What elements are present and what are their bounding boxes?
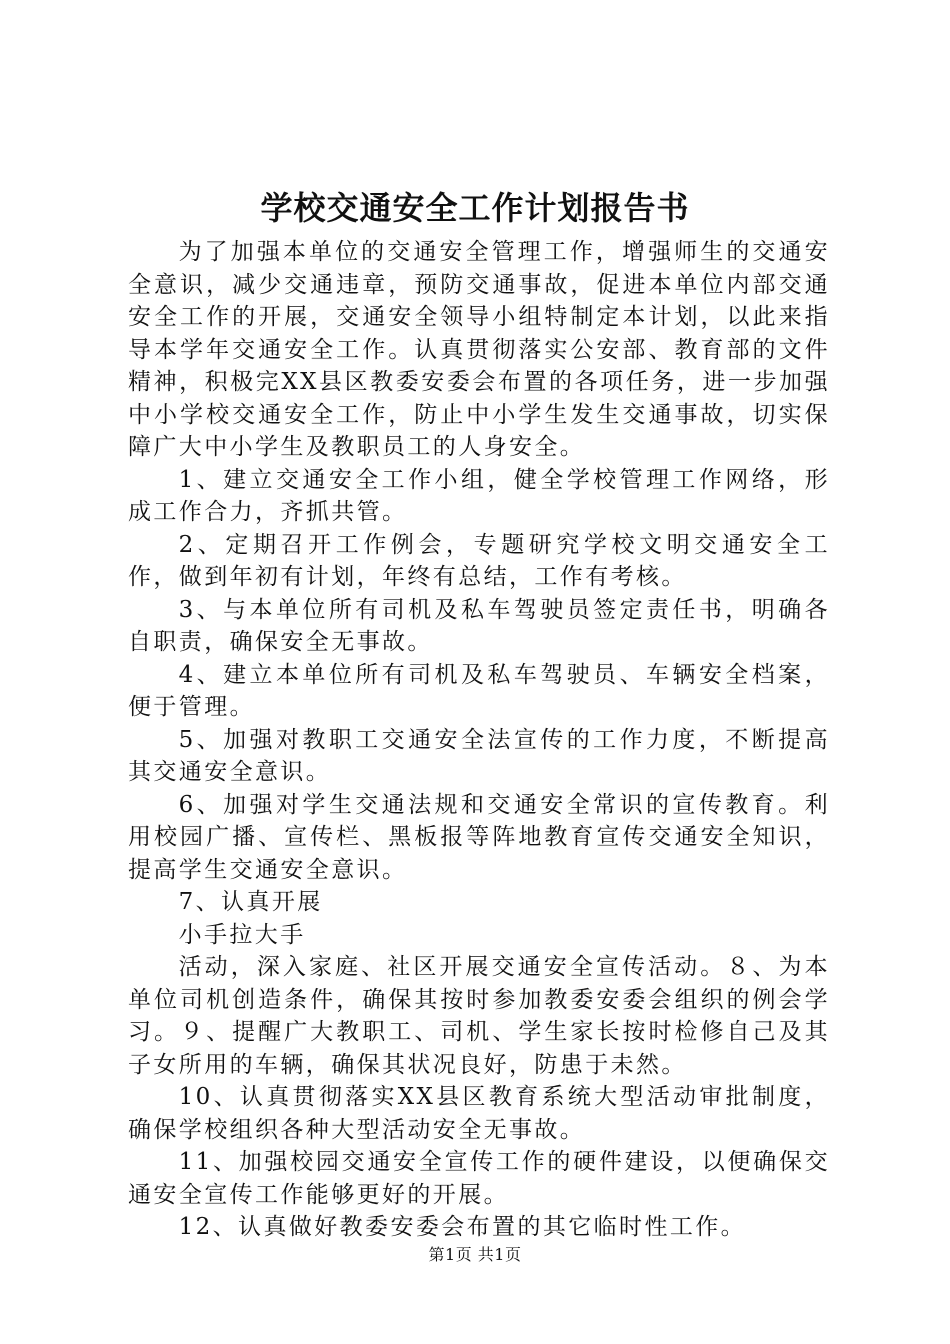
item-paragraph-7-to-9: 活动，深入家庭、社区开展交通安全宣传活动。８、为本单位司机创造条件，确保其按时参加教委安委会组织的例会学习。９、提醒广大教职工、司机、学生家长按时检修自己及其子女所用的车辆，确保其状况良好，防患于未然。 (128, 954, 830, 1078)
item-paragraph-3: 3、与本单位所有司机及私车驾驶员签定责任书，明确各自职责，确保安全无事故。 (128, 596, 830, 655)
document-body (128, 236, 830, 1244)
item-paragraph-1: 1、建立交通安全工作小组，健全学校管理工作网络，形成工作合力，齐抓共管。 (128, 466, 830, 525)
item-paragraph-2: 2、定期召开工作例会，专题研究学校文明交通安全工作，做到年初有计划，年终有总结，工作有考核。 (128, 531, 830, 590)
intro-paragraph: 为了加强本单位的交通安全管理工作，增强师生的交通安全意识，减少交通违章，预防交通事故，促进本单位内部交通安全工作的开展，交通安全领导小组特制定本计划，以此来指导本学年交通安全工作。认真贯彻落实公安部、教育部的文件精神，积极完XX县区教委安委会布置的各项任务，进一步加强中小学校交通安全工作，防止中小学生发生交通事故，切实保障广大中小学生及教职员工的人身安全。 (128, 239, 830, 460)
item-paragraph-4: 4、建立本单位所有司机及私车驾驶员、车辆安全档案，便于管理。 (128, 661, 830, 720)
item-paragraph-6: 6、加强对学生交通法规和交通安全常识的宣传教育。利用校园广播、宣传栏、黑板报等阵地教育宣传交通安全知识，提高学生交通安全意识。 (128, 791, 830, 883)
item-paragraph-12: 12、认真做好教委安委会布置的其它临时性工作。 (178, 1214, 747, 1240)
item-paragraph-7-continued: 小手拉大手 (178, 921, 306, 948)
item-paragraph-10: 10、认真贯彻落实XX县区教育系统大型活动审批制度，确保学校组织各种大型活动安全无事故。 (128, 1084, 830, 1143)
item-paragraph-11: 11、加强校园交通安全宣传工作的硬件建设，以便确保交通安全宣传工作能够更好的开展。 (128, 1149, 830, 1208)
page-footer: 第1页 共1页 (428, 1245, 522, 1264)
item-paragraph-7: 7、认真开展 (178, 889, 323, 915)
item-paragraph-5: 5、加强对教职工交通安全法宣传的工作力度，不断提高其交通安全意识。 (128, 726, 830, 785)
document-title: 学校交通安全工作计划报告书 (260, 189, 690, 227)
